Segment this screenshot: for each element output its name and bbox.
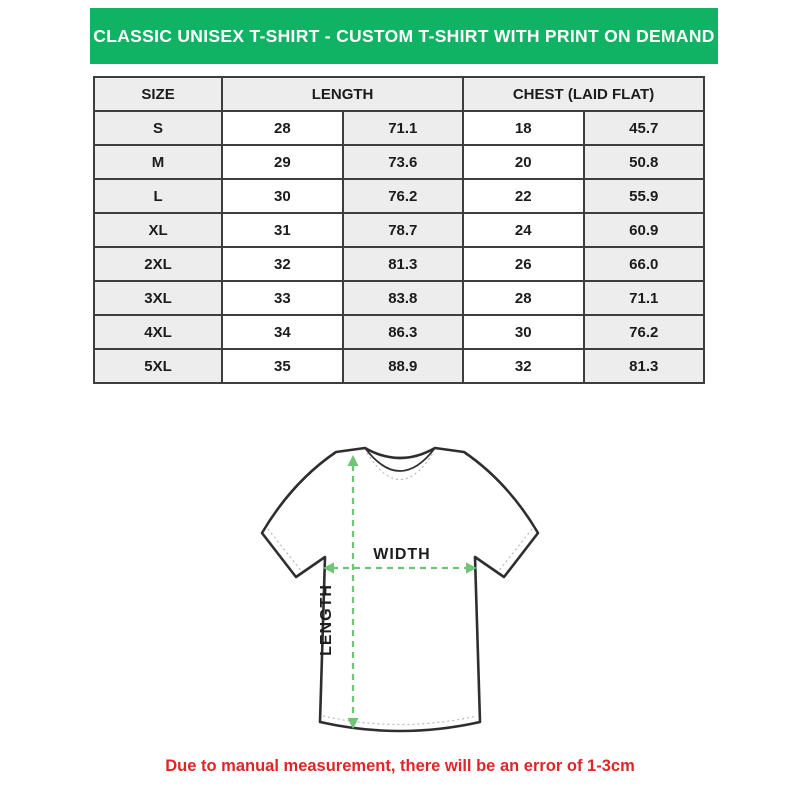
length-label: LENGTH	[318, 584, 335, 656]
size-cell: M	[94, 145, 222, 179]
banner-title: CLASSIC UNISEX T-SHIRT - CUSTOM T-SHIRT WITH PRINT ON DEMAND	[90, 8, 718, 64]
tshirt-diagram	[235, 428, 565, 753]
chest-inch-cell: 18	[463, 111, 583, 145]
col-header-length: LENGTH	[222, 77, 463, 111]
length-cm-cell: 83.8	[343, 281, 463, 315]
table-row	[94, 213, 704, 247]
length-cm-cell: 81.3	[343, 247, 463, 281]
table-row	[94, 315, 704, 349]
length-inch-cell: 30	[222, 179, 342, 213]
chest-cm-cell: 50.8	[584, 145, 705, 179]
chest-cm-cell: 66.0	[584, 247, 705, 281]
length-inch-cell: 28	[222, 111, 342, 145]
length-cm-cell: 73.6	[343, 145, 463, 179]
table-row	[94, 349, 704, 383]
size-cell: L	[94, 179, 222, 213]
size-table-body	[94, 111, 704, 383]
size-cell: 3XL	[94, 281, 222, 315]
tshirt-outline	[262, 448, 538, 731]
length-inch-cell: 35	[222, 349, 342, 383]
table-row	[94, 281, 704, 315]
length-inch-cell: 34	[222, 315, 342, 349]
size-cell: 2XL	[94, 247, 222, 281]
length-inch-cell: 31	[222, 213, 342, 247]
size-cell: 4XL	[94, 315, 222, 349]
length-cm-cell: 71.1	[343, 111, 463, 145]
table-row	[94, 247, 704, 281]
table-row	[94, 111, 704, 145]
length-inch-cell: 32	[222, 247, 342, 281]
chest-inch-cell: 22	[463, 179, 583, 213]
table-row	[94, 145, 704, 179]
chest-cm-cell: 76.2	[584, 315, 705, 349]
chest-inch-cell: 20	[463, 145, 583, 179]
col-header-chest: CHEST (LAID FLAT)	[463, 77, 704, 111]
length-inch-cell: 33	[222, 281, 342, 315]
chest-cm-cell: 71.1	[584, 281, 705, 315]
size-cell: 5XL	[94, 349, 222, 383]
width-label: WIDTH	[373, 546, 431, 563]
length-cm-cell: 78.7	[343, 213, 463, 247]
table-header-row	[94, 77, 704, 111]
size-chart-table	[93, 76, 705, 384]
table-row	[94, 179, 704, 213]
chest-inch-cell: 26	[463, 247, 583, 281]
chest-inch-cell: 32	[463, 349, 583, 383]
measurement-note: Due to manual measurement, there will be an error of 1-3cm	[165, 757, 635, 775]
size-cell: XL	[94, 213, 222, 247]
length-cm-cell: 86.3	[343, 315, 463, 349]
chest-cm-cell: 60.9	[584, 213, 705, 247]
length-inch-cell: 29	[222, 145, 342, 179]
size-cell: S	[94, 111, 222, 145]
length-cm-cell: 76.2	[343, 179, 463, 213]
chest-cm-cell: 55.9	[584, 179, 705, 213]
chest-inch-cell: 28	[463, 281, 583, 315]
length-cm-cell: 88.9	[343, 349, 463, 383]
chest-inch-cell: 24	[463, 213, 583, 247]
col-header-size: SIZE	[94, 77, 222, 111]
chest-inch-cell: 30	[463, 315, 583, 349]
chest-cm-cell: 45.7	[584, 111, 705, 145]
chest-cm-cell: 81.3	[584, 349, 705, 383]
